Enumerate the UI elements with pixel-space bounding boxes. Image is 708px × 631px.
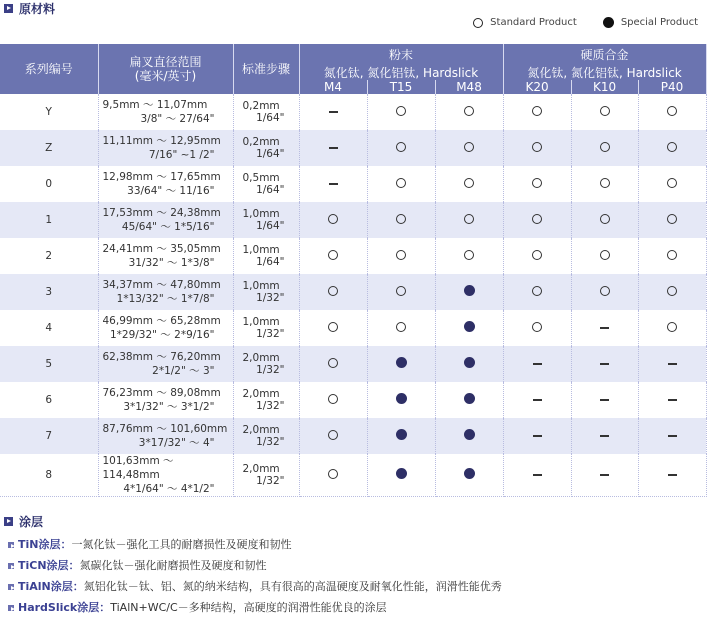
availability-cell bbox=[571, 346, 638, 382]
range-inch: 33/64" ～ 11/16" bbox=[127, 185, 215, 197]
step-mm: 2,0mm bbox=[242, 424, 280, 436]
step-inch: 1/64" bbox=[256, 256, 285, 268]
not-available-dash bbox=[600, 474, 609, 476]
series-cell: Z bbox=[0, 130, 98, 166]
not-available-dash bbox=[329, 111, 338, 113]
availability-cell bbox=[571, 94, 638, 130]
bullet-icon bbox=[8, 542, 14, 548]
not-available-dash bbox=[668, 399, 677, 401]
availability-cell bbox=[571, 166, 638, 202]
not-available-dash bbox=[533, 363, 542, 365]
range-mm: 34,37mm ～ 47,80mm bbox=[102, 279, 221, 291]
standard-product-icon bbox=[464, 106, 474, 116]
range-mm: 87,76mm ～ 101,60mm bbox=[102, 423, 228, 435]
availability-cell bbox=[299, 382, 367, 418]
standard-product-icon bbox=[328, 214, 338, 224]
range-mm: 9,5mm ～ 11,07mm bbox=[102, 99, 208, 111]
bullet-icon bbox=[4, 4, 13, 13]
bullet-icon bbox=[8, 584, 14, 590]
availability-cell bbox=[638, 346, 706, 382]
header-grade-m48: M48 bbox=[435, 80, 503, 94]
not-available-dash bbox=[600, 435, 609, 437]
standard-product-icon bbox=[396, 178, 406, 188]
step-inch: 1/32" bbox=[256, 436, 285, 448]
availability-cell bbox=[638, 382, 706, 418]
range-cell bbox=[98, 94, 233, 130]
standard-product-icon bbox=[600, 178, 610, 188]
availability-cell bbox=[367, 130, 435, 166]
availability-cell bbox=[367, 238, 435, 274]
step-mm: 1,0mm bbox=[242, 244, 280, 256]
range-inch: 4*1/64" ～ 4*1/2" bbox=[123, 483, 215, 495]
not-available-dash bbox=[600, 399, 609, 401]
range-cell bbox=[98, 310, 233, 346]
step-cell bbox=[233, 454, 299, 497]
step-inch: 1/64" bbox=[256, 220, 285, 232]
table-row bbox=[0, 94, 706, 130]
range-cell bbox=[98, 274, 233, 310]
coating-name: TiN涂层： bbox=[18, 538, 72, 551]
special-product-icon bbox=[464, 468, 475, 479]
not-available-dash bbox=[533, 435, 542, 437]
step-cell bbox=[233, 382, 299, 418]
standard-product-icon bbox=[667, 214, 677, 224]
range-mm: 17,53mm ～ 24,38mm bbox=[102, 207, 221, 219]
special-product-icon bbox=[396, 357, 407, 368]
header-grade-m4: M4 bbox=[299, 80, 367, 94]
availability-cell bbox=[503, 274, 571, 310]
section-title-coating: 涂层 bbox=[4, 513, 43, 530]
availability-cell bbox=[299, 346, 367, 382]
availability-cell bbox=[299, 274, 367, 310]
availability-cell bbox=[435, 130, 503, 166]
header-range: 扁叉直径范围 (毫米/英寸) bbox=[98, 44, 233, 94]
availability-cell bbox=[299, 418, 367, 454]
standard-product-icon bbox=[328, 430, 338, 440]
standard-product-icon bbox=[600, 286, 610, 296]
coating-name: TiAlN涂层： bbox=[18, 580, 84, 593]
series-cell: 6 bbox=[0, 382, 98, 418]
availability-cell bbox=[503, 454, 571, 497]
availability-cell bbox=[571, 202, 638, 238]
bullet-icon bbox=[4, 517, 13, 526]
availability-cell bbox=[503, 94, 571, 130]
range-mm: 46,99mm ～ 65,28mm bbox=[102, 315, 221, 327]
table-row bbox=[0, 310, 706, 346]
availability-cell bbox=[571, 382, 638, 418]
not-available-dash bbox=[329, 183, 338, 185]
range-inch: 3/8" ～ 27/64" bbox=[140, 113, 215, 125]
standard-product-icon bbox=[396, 106, 406, 116]
range-mm: 101,63mm ～ 114,48mm bbox=[102, 455, 174, 481]
availability-cell bbox=[299, 310, 367, 346]
step-mm: 1,0mm bbox=[242, 208, 280, 220]
range-mm: 11,11mm ～ 12,95mm bbox=[102, 135, 221, 147]
availability-cell bbox=[571, 310, 638, 346]
coating-item bbox=[8, 557, 267, 573]
series-cell: 3 bbox=[0, 274, 98, 310]
not-available-dash bbox=[533, 399, 542, 401]
range-cell bbox=[98, 166, 233, 202]
availability-cell bbox=[503, 346, 571, 382]
availability-cell bbox=[435, 310, 503, 346]
step-inch: 1/32" bbox=[256, 400, 285, 412]
availability-cell bbox=[638, 238, 706, 274]
bullet-icon bbox=[8, 605, 14, 611]
availability-cell bbox=[367, 166, 435, 202]
product-table bbox=[0, 44, 707, 497]
step-cell bbox=[233, 274, 299, 310]
standard-product-icon bbox=[532, 322, 542, 332]
table-row bbox=[0, 454, 706, 497]
series-cell: 0 bbox=[0, 166, 98, 202]
availability-cell bbox=[638, 418, 706, 454]
availability-cell bbox=[367, 346, 435, 382]
step-cell bbox=[233, 94, 299, 130]
not-available-dash bbox=[600, 363, 609, 365]
step-inch: 1/32" bbox=[256, 475, 285, 487]
special-product-icon bbox=[396, 468, 407, 479]
availability-cell bbox=[435, 382, 503, 418]
availability-cell bbox=[367, 382, 435, 418]
range-inch: 45/64" ～ 1*5/16" bbox=[121, 221, 215, 233]
header-carbide-coat: 氮化钛, 氮化铝钛, Hardslick bbox=[503, 66, 706, 80]
not-available-dash bbox=[668, 474, 677, 476]
availability-cell bbox=[367, 274, 435, 310]
coating-item bbox=[8, 578, 502, 594]
standard-product-icon bbox=[396, 286, 406, 296]
coating-item bbox=[8, 599, 387, 615]
standard-product-icon bbox=[396, 322, 406, 332]
standard-product-icon bbox=[532, 106, 542, 116]
availability-cell bbox=[367, 94, 435, 130]
bullet-icon bbox=[8, 563, 14, 569]
header-step: 标准步骤 bbox=[233, 44, 299, 94]
series-cell: 2 bbox=[0, 238, 98, 274]
table-row bbox=[0, 202, 706, 238]
availability-cell bbox=[503, 238, 571, 274]
range-cell bbox=[98, 382, 233, 418]
special-product-icon bbox=[464, 429, 475, 440]
coating-desc: 一氮化钛－强化工具的耐磨损性及硬度和韧性 bbox=[71, 538, 292, 551]
header-series: 系列编号 bbox=[0, 44, 98, 94]
availability-cell bbox=[571, 418, 638, 454]
step-cell bbox=[233, 310, 299, 346]
availability-cell bbox=[367, 310, 435, 346]
range-cell bbox=[98, 130, 233, 166]
standard-product-icon bbox=[600, 106, 610, 116]
special-product-icon bbox=[464, 357, 475, 368]
series-cell: 4 bbox=[0, 310, 98, 346]
header-grade-t15: T15 bbox=[367, 80, 435, 94]
step-cell bbox=[233, 238, 299, 274]
availability-cell bbox=[299, 202, 367, 238]
standard-product-icon bbox=[396, 142, 406, 152]
series-cell: 7 bbox=[0, 418, 98, 454]
range-cell bbox=[98, 346, 233, 382]
standard-product-icon bbox=[532, 214, 542, 224]
step-cell bbox=[233, 202, 299, 238]
range-inch: 3*17/32" ～ 4" bbox=[138, 437, 215, 449]
step-mm: 2,0mm bbox=[242, 463, 280, 475]
step-cell bbox=[233, 346, 299, 382]
availability-cell bbox=[503, 166, 571, 202]
standard-product-icon bbox=[328, 394, 338, 404]
table-row bbox=[0, 130, 706, 166]
series-cell: 1 bbox=[0, 202, 98, 238]
range-cell bbox=[98, 454, 233, 497]
standard-product-icon bbox=[396, 214, 406, 224]
availability-cell bbox=[503, 310, 571, 346]
coating-name: TiCN涂层： bbox=[18, 559, 80, 572]
standard-product-icon bbox=[532, 178, 542, 188]
step-inch: 1/32" bbox=[256, 292, 285, 304]
availability-cell bbox=[638, 310, 706, 346]
step-mm: 2,0mm bbox=[242, 352, 280, 364]
range-cell bbox=[98, 238, 233, 274]
availability-cell bbox=[299, 238, 367, 274]
coating-desc: 氮铝化钛－钛、铝、氮的纳米结构，具有很高的高温硬度及耐氧化性能，润滑性能优秀 bbox=[83, 580, 502, 593]
series-cell: 5 bbox=[0, 346, 98, 382]
step-inch: 1/64" bbox=[256, 148, 285, 160]
step-cell bbox=[233, 166, 299, 202]
standard-product-icon bbox=[328, 322, 338, 332]
availability-cell bbox=[435, 166, 503, 202]
standard-product-icon bbox=[328, 358, 338, 368]
step-inch: 1/32" bbox=[256, 364, 285, 376]
availability-cell bbox=[503, 202, 571, 238]
header-grade-k20: K20 bbox=[503, 80, 571, 94]
availability-cell bbox=[299, 94, 367, 130]
availability-cell bbox=[503, 130, 571, 166]
standard-product-icon bbox=[328, 286, 338, 296]
step-mm: 1,0mm bbox=[242, 280, 280, 292]
range-inch: 2*1/2" ～ 3" bbox=[152, 365, 215, 377]
step-mm: 0,5mm bbox=[242, 172, 280, 184]
table-row bbox=[0, 274, 706, 310]
availability-cell bbox=[299, 454, 367, 497]
standard-product-icon bbox=[328, 469, 338, 479]
standard-product-icon bbox=[667, 322, 677, 332]
header-grade-p40: P40 bbox=[638, 80, 706, 94]
availability-cell bbox=[571, 238, 638, 274]
open-circle-icon bbox=[473, 18, 483, 28]
step-inch: 1/64" bbox=[256, 112, 285, 124]
availability-cell bbox=[435, 454, 503, 497]
step-inch: 1/64" bbox=[256, 184, 285, 196]
range-mm: 62,38mm ～ 76,20mm bbox=[102, 351, 221, 363]
not-available-dash bbox=[329, 147, 338, 149]
range-mm: 24,41mm ～ 35,05mm bbox=[102, 243, 221, 255]
not-available-dash bbox=[533, 474, 542, 476]
standard-product-icon bbox=[328, 250, 338, 260]
header-powder-coat: 氮化钛, 氮化铝钛, Hardslick bbox=[299, 66, 503, 80]
availability-cell bbox=[435, 274, 503, 310]
availability-cell bbox=[367, 418, 435, 454]
standard-product-icon bbox=[532, 250, 542, 260]
range-mm: 12,98mm ～ 17,65mm bbox=[102, 171, 221, 183]
table-row bbox=[0, 166, 706, 202]
not-available-dash bbox=[600, 327, 609, 329]
range-inch: 7/16" ~1 /2" bbox=[148, 149, 215, 161]
header-carbide: 硬质合金 bbox=[503, 44, 706, 66]
availability-cell bbox=[638, 202, 706, 238]
availability-cell bbox=[571, 274, 638, 310]
range-inch: 31/32" ～ 1*3/8" bbox=[128, 257, 215, 269]
availability-cell bbox=[638, 166, 706, 202]
special-product-icon bbox=[464, 321, 475, 332]
availability-cell bbox=[367, 454, 435, 497]
not-available-dash bbox=[668, 435, 677, 437]
section-title-material: 原材料 bbox=[4, 0, 55, 17]
not-available-dash bbox=[668, 363, 677, 365]
standard-product-icon bbox=[532, 286, 542, 296]
availability-cell bbox=[299, 166, 367, 202]
legend-special: Special Product bbox=[620, 17, 698, 28]
standard-product-icon bbox=[667, 178, 677, 188]
step-mm: 1,0mm bbox=[242, 316, 280, 328]
filled-circle-icon bbox=[603, 17, 614, 28]
availability-cell bbox=[638, 454, 706, 497]
standard-product-icon bbox=[600, 250, 610, 260]
coating-desc: TiAlN+WC/C－多种结构，高硬度的润滑性能优良的涂层 bbox=[110, 601, 387, 614]
coating-item bbox=[8, 536, 291, 552]
table-row bbox=[0, 382, 706, 418]
step-mm: 0,2mm bbox=[242, 136, 280, 148]
table-row bbox=[0, 346, 706, 382]
range-inch: 1*13/32" ～ 1*7/8" bbox=[116, 293, 215, 305]
availability-cell bbox=[503, 418, 571, 454]
legend bbox=[473, 17, 698, 28]
range-cell bbox=[98, 202, 233, 238]
table-row bbox=[0, 418, 706, 454]
standard-product-icon bbox=[667, 286, 677, 296]
special-product-icon bbox=[396, 429, 407, 440]
standard-product-icon bbox=[667, 250, 677, 260]
series-cell: Y bbox=[0, 94, 98, 130]
step-cell bbox=[233, 418, 299, 454]
coating-desc: 氮碳化钛－强化耐磨损性及硬度和韧性 bbox=[79, 559, 267, 572]
availability-cell bbox=[638, 130, 706, 166]
header-grade-k10: K10 bbox=[571, 80, 638, 94]
standard-product-icon bbox=[667, 142, 677, 152]
range-mm: 76,23mm ～ 89,08mm bbox=[102, 387, 221, 399]
coating-name: HardSlick涂层： bbox=[18, 601, 111, 614]
availability-cell bbox=[638, 94, 706, 130]
availability-cell bbox=[503, 382, 571, 418]
header-powder: 粉末 bbox=[299, 44, 503, 66]
special-product-icon bbox=[396, 393, 407, 404]
step-mm: 0,2mm bbox=[242, 100, 280, 112]
range-cell bbox=[98, 418, 233, 454]
availability-cell bbox=[435, 238, 503, 274]
availability-cell bbox=[435, 94, 503, 130]
availability-cell bbox=[367, 202, 435, 238]
step-inch: 1/32" bbox=[256, 328, 285, 340]
standard-product-icon bbox=[532, 142, 542, 152]
availability-cell bbox=[435, 418, 503, 454]
availability-cell bbox=[638, 274, 706, 310]
step-cell bbox=[233, 130, 299, 166]
availability-cell bbox=[435, 202, 503, 238]
availability-cell bbox=[571, 130, 638, 166]
availability-cell bbox=[299, 130, 367, 166]
step-mm: 2,0mm bbox=[242, 388, 280, 400]
range-inch: 1*29/32" ～ 2*9/16" bbox=[109, 329, 215, 341]
availability-cell bbox=[571, 454, 638, 497]
legend-standard: Standard Product bbox=[490, 17, 577, 28]
standard-product-icon bbox=[667, 106, 677, 116]
table-row bbox=[0, 238, 706, 274]
standard-product-icon bbox=[464, 178, 474, 188]
standard-product-icon bbox=[600, 214, 610, 224]
special-product-icon bbox=[464, 393, 475, 404]
standard-product-icon bbox=[600, 142, 610, 152]
standard-product-icon bbox=[464, 142, 474, 152]
special-product-icon bbox=[464, 285, 475, 296]
standard-product-icon bbox=[464, 214, 474, 224]
series-cell: 8 bbox=[0, 454, 98, 497]
range-inch: 3*1/32" ～ 3*1/2" bbox=[123, 401, 215, 413]
standard-product-icon bbox=[396, 250, 406, 260]
standard-product-icon bbox=[464, 250, 474, 260]
availability-cell bbox=[435, 346, 503, 382]
